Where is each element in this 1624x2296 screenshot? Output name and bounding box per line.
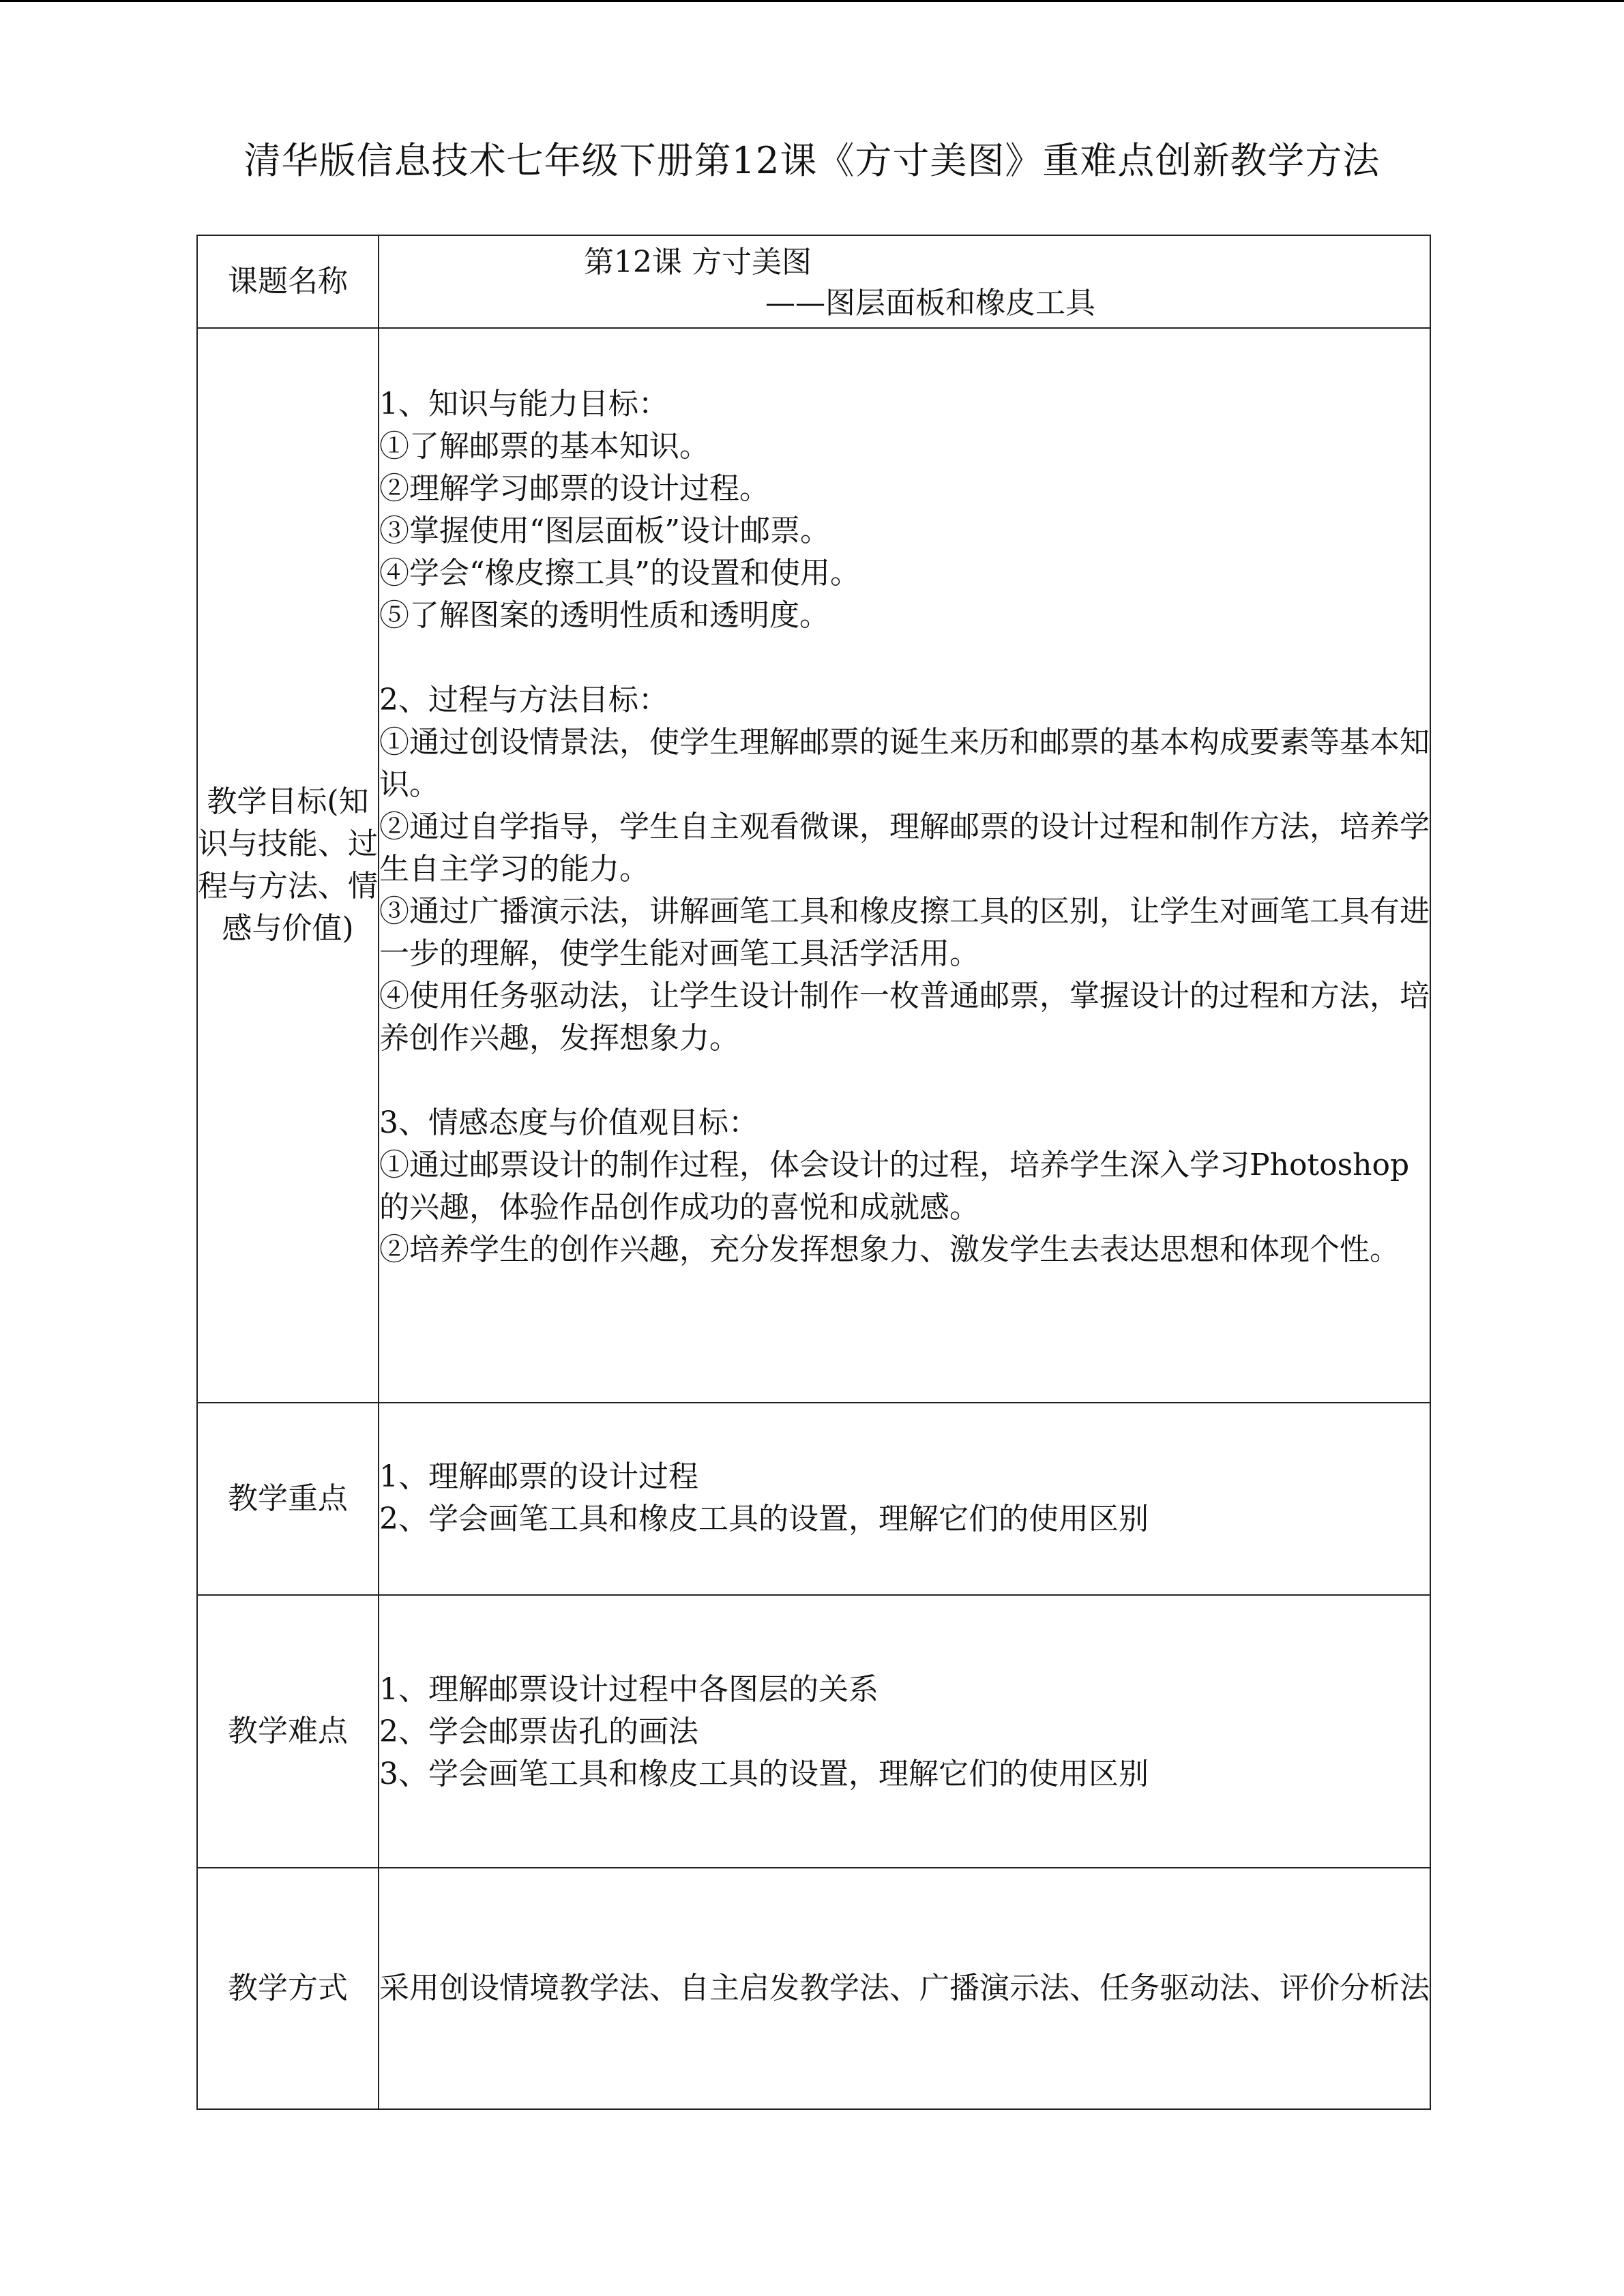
difficulty-item: 2、学会邮票齿孔的画法 (379, 1714, 698, 1749)
objectives-section3-heading: 3、情感态度与价值观目标： (379, 1105, 758, 1140)
key-point-item: 2、学会画笔工具和橡皮工具的设置，理解它们的使用区别 (379, 1502, 1149, 1536)
objective-item: ④学会“橡皮擦工具”的设置和使用。 (379, 556, 860, 591)
objective-item: ②理解学习邮票的设计过程。 (379, 471, 769, 506)
objective-item: ②培养学生的创作兴趣，充分发挥想象力、激发学生去表达思想和体现个性。 (379, 1232, 1400, 1267)
objective-item: ①通过创设情景法，使学生理解邮票的诞生来历和邮票的基本构成要素等基本知识。 (379, 725, 1430, 802)
objectives-row (197, 328, 1430, 1403)
difficulty-item: 1、理解邮票设计过程中各图层的关系 (379, 1672, 879, 1707)
methods-text: 采用创设情境教学法、自主启发教学法、广播演示法、任务驱动法、评价分析法 (379, 1971, 1430, 2006)
objective-item: ①了解邮票的基本知识。 (379, 429, 709, 464)
lesson-title-sub: ——图层面板和橡皮工具 (765, 286, 1095, 320)
objective-item: ③掌握使用“图层面板”设计邮票。 (379, 513, 830, 548)
objective-item: ②通过自学指导，学生自主观看微课，理解邮票的设计过程和制作方法，培养学生自主学习的能力。 (379, 809, 1430, 886)
difficulty-item: 3、学会画笔工具和橡皮工具的设置，理解它们的使用区别 (379, 1757, 1149, 1791)
methods-cell (379, 1868, 1430, 2109)
lesson-plan-table (196, 235, 1431, 2110)
lesson-name-label: 课题名称 (197, 235, 379, 328)
objectives-section1-heading: 1、知识与能力目标： (379, 387, 668, 421)
paragraph-gap (379, 1060, 1430, 1102)
methods-row (197, 1868, 1430, 2109)
top-border-rule (0, 0, 1624, 2)
objective-item: ①通过邮票设计的制作过程，体会设计的过程，培养学生深入学习Photoshop的兴趣，体验作品创作成功的喜悦和成就感。 (379, 1148, 1410, 1225)
methods-label: 教学方式 (197, 1868, 379, 2109)
objective-item: ③通过广播演示法，讲解画笔工具和橡皮擦工具的区别，让学生对画笔工具有进一步的理解，使学生能对画笔工具活学活用。 (379, 894, 1430, 971)
key-points-row (197, 1403, 1430, 1595)
objectives-section2-heading: 2、过程与方法目标： (379, 683, 668, 717)
document-title: 清华版信息技术七年级下册第12课《方寸美图》重难点创新教学方法 (243, 139, 1381, 182)
objective-item: ④使用任务驱动法，让学生设计制作一枚普通邮票，掌握设计的过程和方法，培养创作兴趣，发挥想象力。 (379, 979, 1430, 1056)
lesson-title-main: 第12课 方寸美图 (584, 245, 812, 280)
objectives-cell (379, 328, 1430, 1403)
key-points-label: 教学重点 (197, 1403, 379, 1595)
paragraph-gap (379, 637, 1430, 679)
lesson-name-cell (379, 235, 1430, 328)
key-points-cell (379, 1403, 1430, 1595)
difficulties-cell (379, 1595, 1430, 1868)
objective-item: ⑤了解图案的透明性质和透明度。 (379, 598, 829, 633)
difficulties-row (197, 1595, 1430, 1868)
lesson-name-row (197, 235, 1430, 328)
objectives-label: 教学目标(知识与技能、过程与方法、情感与价值) (197, 328, 379, 1403)
key-point-item: 1、理解邮票的设计过程 (379, 1459, 698, 1494)
difficulties-label: 教学难点 (197, 1595, 379, 1868)
